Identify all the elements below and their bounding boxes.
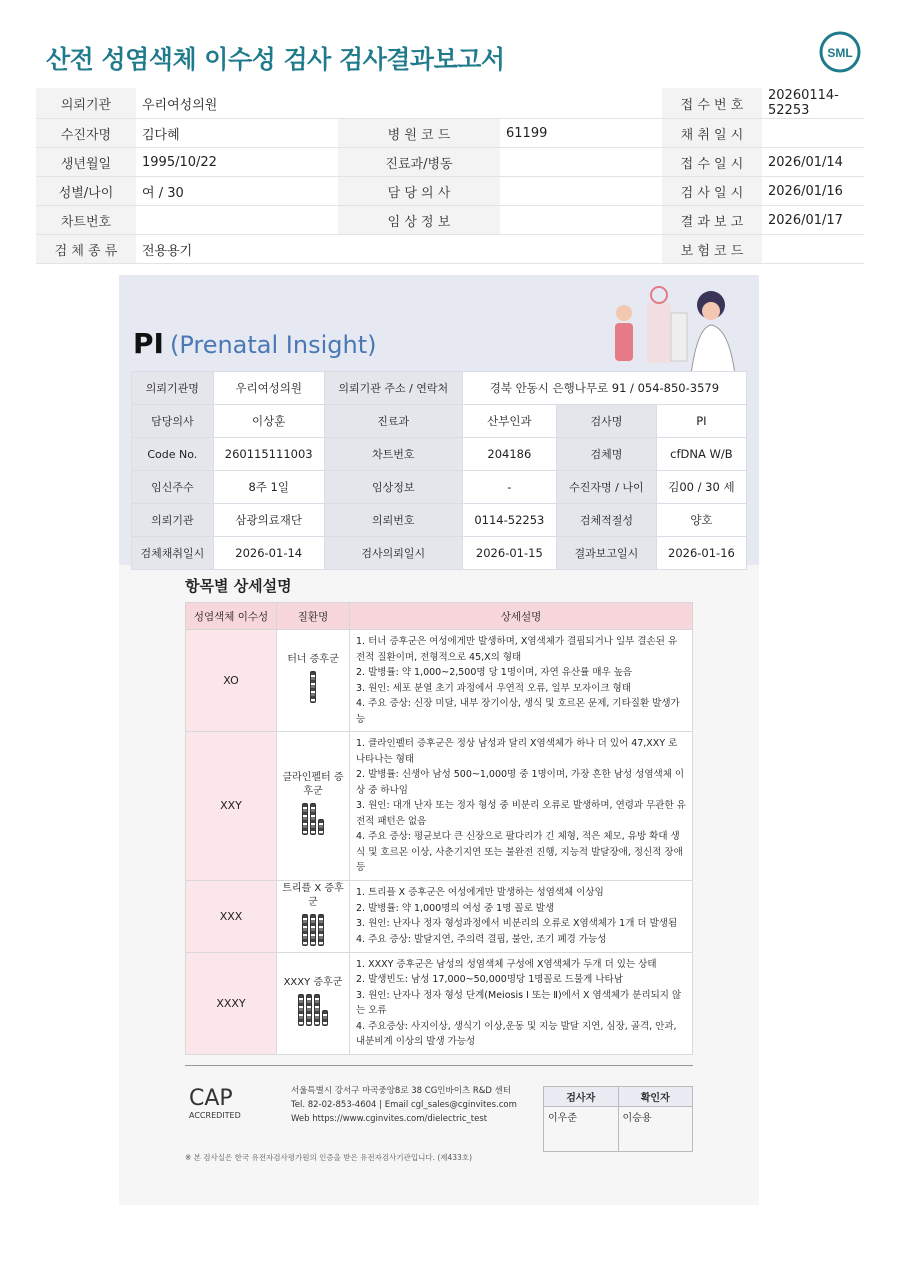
aneuploidy-code: XO	[186, 630, 277, 732]
chromosome-icon	[318, 819, 324, 835]
description	[350, 952, 693, 1054]
patient-row	[132, 471, 747, 504]
patient-cell: 이상훈	[213, 405, 324, 438]
info-cell	[136, 206, 338, 235]
info-row	[36, 119, 864, 148]
patient-cell: 204186	[462, 438, 556, 471]
patient-cell: 산부인과	[462, 405, 556, 438]
sign-header-row	[544, 1087, 693, 1107]
info-cell: 1995/10/22	[136, 148, 338, 177]
patient-cell: 의뢰기관명	[132, 372, 214, 405]
sign-header: 검사자	[544, 1087, 619, 1107]
chromosome-icon	[306, 994, 312, 1026]
patient-cell: 임신주수	[132, 471, 214, 504]
chromosome-icon	[310, 914, 316, 946]
patient-cell: 0114-52253	[462, 504, 556, 537]
detail-table	[185, 602, 693, 1055]
info-cell: 20260114-52253	[762, 88, 864, 119]
info-row	[36, 88, 864, 119]
info-cell: 담 당 의 사	[338, 177, 500, 206]
chromosome-icon	[318, 914, 324, 946]
patient-cell: 삼광의료재단	[213, 504, 324, 537]
disease-label: 트리플 X 증후군	[282, 882, 344, 908]
info-cell: 검 사 일 시	[662, 177, 762, 206]
patient-cell: PI	[656, 405, 746, 438]
description-line: 3. 원인: 대개 난자 또는 정자 형성 중 비분리 오류로 발생하며, 연령과 무관한 유전적 패턴은 없음	[356, 800, 686, 827]
chromosome-icon	[310, 803, 316, 835]
description	[350, 732, 693, 881]
patient-cell: Code No.	[132, 438, 214, 471]
description	[350, 880, 693, 952]
address-line: Web https://www.cginvites.com/dielectric_test	[291, 1114, 488, 1124]
patient-cell: 2026-01-16	[656, 537, 746, 570]
detail-row	[186, 880, 693, 952]
info-cell: 61199	[500, 119, 662, 148]
patient-cell: 검체명	[556, 438, 656, 471]
sign-header: 확인자	[618, 1087, 693, 1107]
detail-row	[186, 952, 693, 1054]
karyotype-icon	[278, 799, 348, 840]
patient-cell: 검체적절성	[556, 504, 656, 537]
info-cell: 차트번호	[36, 206, 136, 235]
column-header: 성염색체 이수성	[186, 603, 277, 630]
description-line: 1. 터너 증후군은 여성에게만 발생하며, X염색체가 결핍되거나 일부 결손된 유전적 질환이며, 전형적으로 45,X의 형태	[356, 636, 678, 663]
chromosome-icon	[298, 994, 304, 1026]
info-cell	[500, 235, 662, 264]
patient-cell: 김00 / 30 세	[656, 471, 746, 504]
patient-row	[132, 438, 747, 471]
description-line: 3. 원인: 세포 분열 초기 과정에서 우연적 오류, 일부 모자이크 형태	[356, 682, 631, 694]
patient-cell: 결과보고일시	[556, 537, 656, 570]
patient-cell: 임상정보	[324, 471, 462, 504]
info-cell	[500, 148, 662, 177]
info-cell: 2026/01/16	[762, 177, 864, 206]
sml-logo	[818, 30, 862, 74]
disease-name	[277, 952, 350, 1054]
info-cell: 의뢰기관	[36, 88, 136, 119]
info-cell: 채 취 일 시	[662, 119, 762, 148]
info-row	[36, 235, 864, 264]
description-line: 2. 발생빈도: 남성 17,000~50,000명당 1명꼴로 드물게 나타남	[356, 974, 623, 985]
patient-cell: 검사의뢰일시	[324, 537, 462, 570]
certification-note: ※ 본 검사실은 한국 유전자검사평가원의 인증을 받은 유전자검사기관입니다. (제433호)	[185, 1153, 472, 1162]
disease-label: 터너 증후군	[287, 654, 339, 665]
lab-address	[291, 1084, 517, 1126]
info-cell: 검 체 종 류	[36, 235, 136, 264]
info-cell: 병 원 코 드	[338, 119, 500, 148]
report-title: 산전 성염색체 이수성 검사 검사결과보고서	[46, 45, 505, 74]
info-cell: 생년월일	[36, 148, 136, 177]
patient-cell: 경북 안동시 은행나무로 91 / 054-850-3579	[462, 372, 746, 405]
patient-cell: 진료과	[324, 405, 462, 438]
info-cell: 접 수 번 호	[662, 88, 762, 119]
info-cell: 여 / 30	[136, 177, 338, 206]
description-line: 1. 클라인펠터 증후군은 정상 남성과 달리 X염색체가 하나 더 있어 47,XXY 로 나타나는 형태	[356, 738, 678, 765]
info-row	[36, 206, 864, 235]
patient-cell: 검체채취일시	[132, 537, 214, 570]
info-cell	[338, 235, 500, 264]
info-cell: 접 수 일 시	[662, 148, 762, 177]
report-footer	[185, 1065, 693, 1186]
address-line: 서울특별시 강서구 마곡중앙8로 38 CG인바이츠 R&D 센터	[291, 1086, 512, 1096]
description-line: 2. 발병률: 약 1,000명의 여성 중 1명 꼴로 발생	[356, 902, 555, 914]
disease-name	[277, 880, 350, 952]
chromosome-icon	[310, 671, 316, 703]
svg-text:SML: SML	[827, 46, 853, 60]
info-cell: 2026/01/14	[762, 148, 864, 177]
chromosome-icon	[302, 803, 308, 835]
patient-cell: 260115111003	[213, 438, 324, 471]
column-header: 질환명	[277, 603, 350, 630]
info-cell: 진료과/병동	[338, 148, 500, 177]
description-line: 4. 주요 증상: 발달지연, 주의력 결핍, 불안, 조기 폐경 가능성	[356, 933, 607, 945]
description-line: 4. 주요증상: 사지이상, 생식기 이상,운동 및 지능 발달 지연, 심장, 골격, 안과, 내분비계 이상의 발생 가능성	[356, 1020, 677, 1047]
patient-cell: 의뢰기관	[132, 504, 214, 537]
info-row	[36, 177, 864, 206]
patient-cell: 검사명	[556, 405, 656, 438]
detail-row	[186, 630, 693, 732]
description-line: 3. 원인: 난자나 정자 형성과정에서 비분리의 오류로 X염색체가 1개 더 발생됨	[356, 918, 678, 929]
info-cell	[762, 235, 864, 264]
patient-info-table	[131, 371, 747, 570]
cap-accredited-logo: CAP ACCREDITED	[189, 1086, 241, 1120]
info-cell: 우리여성의원	[136, 88, 338, 119]
report-image	[119, 275, 759, 1205]
patient-cell: 의뢰기관 주소 / 연락처	[324, 372, 462, 405]
chromosome-icon	[322, 1010, 328, 1026]
sign-row	[544, 1107, 693, 1152]
patient-cell: 8주 1일	[213, 471, 324, 504]
info-cell	[500, 206, 662, 235]
description	[350, 630, 693, 732]
address-line: Tel. 82-02-853-4604 | Email cgl_sales@cginvites.com	[291, 1100, 517, 1110]
detail-header-row	[186, 603, 693, 630]
aneuploidy-code: XXXY	[186, 952, 277, 1054]
signer: 이우준	[544, 1107, 619, 1152]
karyotype-icon	[278, 910, 348, 951]
patient-row	[132, 504, 747, 537]
patient-cell: 담당의사	[132, 405, 214, 438]
patient-cell: 수진자명 / 나이	[556, 471, 656, 504]
detail-row	[186, 732, 693, 881]
patient-row	[132, 372, 747, 405]
signer: 이승용	[618, 1107, 693, 1152]
info-cell: 2026/01/17	[762, 206, 864, 235]
info-cell	[762, 119, 864, 148]
info-cell: 김다혜	[136, 119, 338, 148]
signature-table	[543, 1086, 693, 1152]
patient-row	[132, 537, 747, 570]
patient-cell: 2026-01-15	[462, 537, 556, 570]
patient-cell: 2026-01-14	[213, 537, 324, 570]
description-line: 2. 발병률: 약 1,000~2,500명 당 1명이며, 자연 유산률 매우 높음	[356, 667, 633, 678]
info-cell: 결 과 보 고	[662, 206, 762, 235]
disease-name	[277, 630, 350, 732]
patient-cell: 의뢰번호	[324, 504, 462, 537]
aneuploidy-code: XXX	[186, 880, 277, 952]
info-cell: 보 험 코 드	[662, 235, 762, 264]
patient-row	[132, 405, 747, 438]
disease-label: 클라인펠터 증후군	[282, 772, 344, 798]
aneuploidy-code: XXY	[186, 732, 277, 881]
disease-label: XXXY 증후군	[283, 976, 343, 988]
doctor-illustration-icon	[607, 283, 747, 378]
column-header: 상세설명	[350, 603, 693, 630]
top-info-table	[36, 88, 864, 264]
info-cell: 임 상 정 보	[338, 206, 500, 235]
description-line: 4. 주요 증상: 평균보다 큰 신장으로 팔다리가 긴 체형, 적은 체모, 유방 확대 생식 및 호르몬 이상, 사춘기지연 또는 불완전 진행, 지능적 발달장애, 정신적 장애 등	[356, 831, 683, 873]
patient-cell: 우리여성의원	[213, 372, 324, 405]
info-cell	[500, 88, 662, 119]
chromosome-icon	[302, 914, 308, 946]
info-cell: 수진자명	[36, 119, 136, 148]
description-line: 4. 주요 증상: 신장 미달, 내부 장기이상, 생식 및 호르몬 문제, 기타질환 발생가능	[356, 698, 680, 725]
info-cell: 전용용기	[136, 235, 338, 264]
info-row	[36, 148, 864, 177]
description-line: 3. 원인: 난자나 정자 형성 단계(Meiosis Ⅰ 또는 Ⅱ)에서 X 염색체가 분리되지 않는 오류	[356, 989, 682, 1016]
patient-cell: 차트번호	[324, 438, 462, 471]
description-line: 1. 트리플 X 증후군은 여성에게만 발생하는 성염색체 이상임	[356, 887, 604, 898]
disease-name	[277, 732, 350, 881]
patient-cell: -	[462, 471, 556, 504]
section-title: 항목별 상세설명	[185, 577, 292, 595]
info-cell	[500, 177, 662, 206]
description-line: 1. XXXY 증후군은 남성의 성염색체 구성에 X염색체가 두개 더 있는 상태	[356, 958, 657, 970]
pi-heading: PI (Prenatal Insight)	[133, 327, 377, 360]
description-line: 2. 발병률: 신생아 남성 500~1,000명 중 1명이며, 가장 흔한 남성 성염색체 이상 중 하나임	[356, 769, 685, 796]
karyotype-icon	[278, 667, 348, 708]
chromosome-icon	[314, 994, 320, 1026]
info-cell: 성별/나이	[36, 177, 136, 206]
patient-cell: cfDNA W/B	[656, 438, 746, 471]
karyotype-icon	[278, 990, 348, 1031]
info-cell	[338, 88, 500, 119]
patient-cell: 양호	[656, 504, 746, 537]
